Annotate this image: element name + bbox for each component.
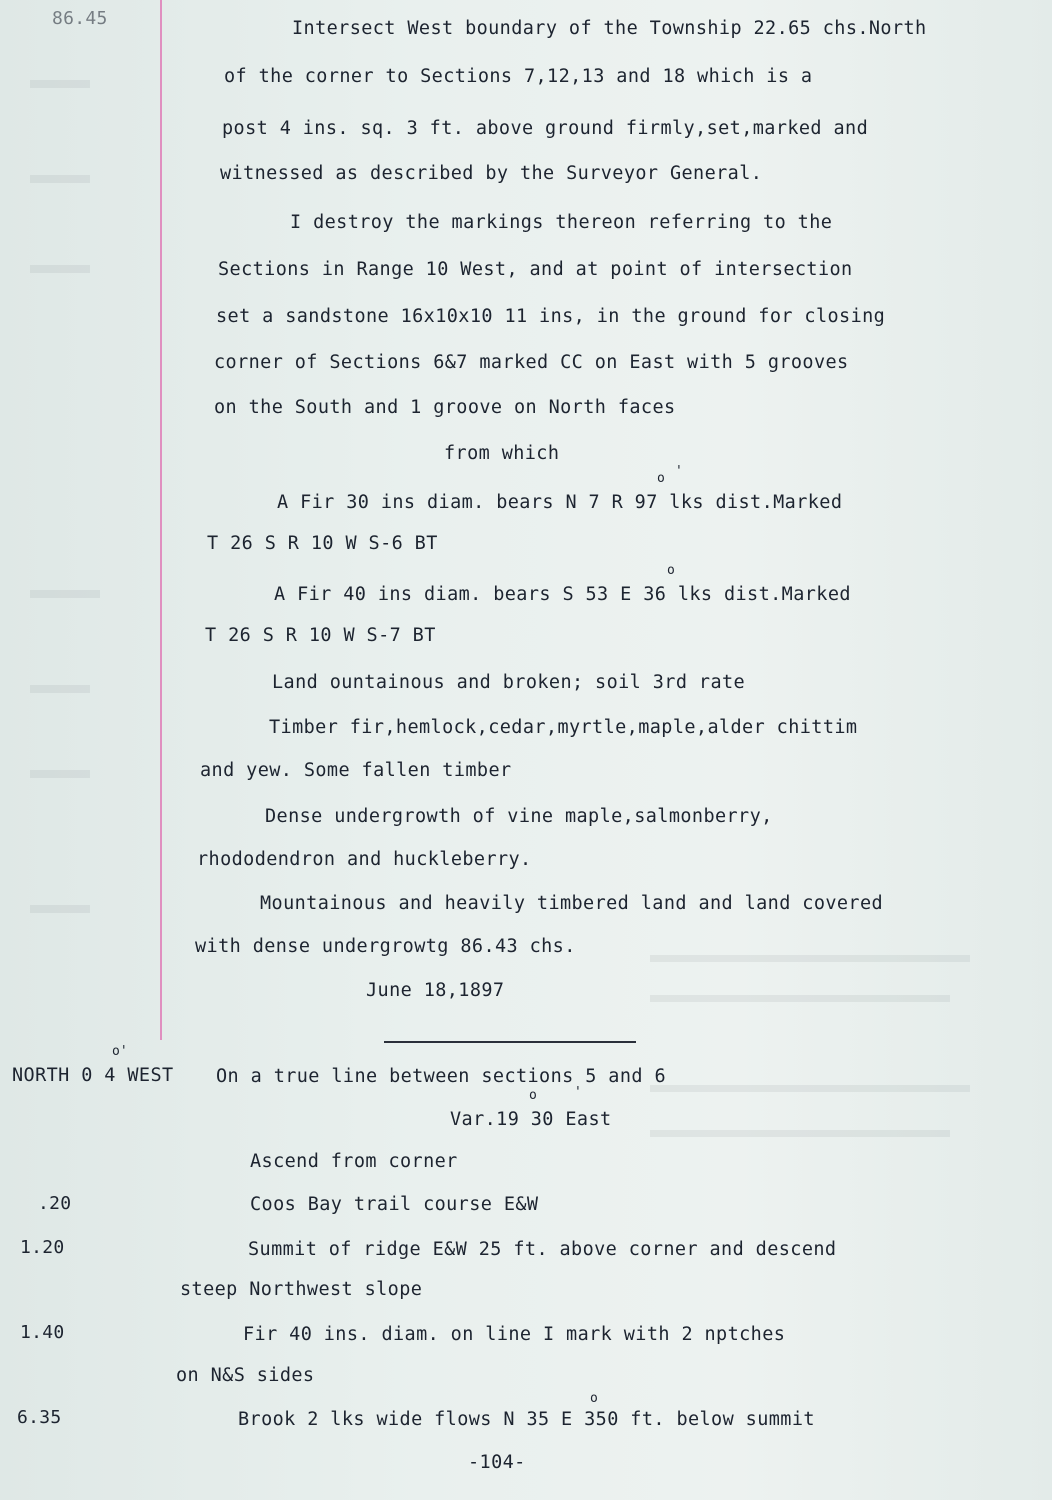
- entry-text: steep Northwest slope: [180, 1279, 423, 1300]
- entry-text: Brook 2 lks wide flows N 35 E 350 ft. below summit: [238, 1409, 815, 1430]
- margin-distance: 86.45: [52, 8, 108, 29]
- entry-distance: 1.40: [20, 1322, 65, 1343]
- section-divider: [384, 1041, 636, 1043]
- variation: Var.19 30 East: [450, 1109, 612, 1130]
- entry-distance: 6.35: [17, 1407, 62, 1428]
- text-line: Intersect West boundary of the Township 22.65 chs.North: [292, 18, 927, 39]
- text-line: Sections in Range 10 West, and at point of intersection: [218, 259, 853, 280]
- text-line: set a sandstone 16x10x10 11 ins, in the ground for closing: [216, 306, 886, 327]
- minute-mark: ': [675, 464, 683, 479]
- text-line: corner of Sections 6&7 marked CC on East with 5 grooves: [214, 352, 849, 373]
- entry-text: Summit of ridge E&W 25 ft. above corner and descend: [248, 1239, 837, 1260]
- entry-distance: 1.20: [20, 1237, 65, 1258]
- text-line: and yew. Some fallen timber: [200, 760, 512, 781]
- page-number: -104-: [468, 1452, 526, 1473]
- date: June 18,1897: [366, 980, 505, 1001]
- degree-mark: o': [112, 1044, 128, 1059]
- line-heading-text: On a true line between sections 5 and 6: [216, 1066, 666, 1087]
- text-line: of the corner to Sections 7,12,13 and 18 which is a: [224, 66, 813, 87]
- line-heading-label: NORTH 0 4 WEST: [12, 1065, 174, 1086]
- entry-distance: .20: [38, 1193, 72, 1214]
- text-line: A Fir 30 ins diam. bears N 7 R 97 lks dist.Marked: [277, 492, 843, 513]
- minute-mark: ': [574, 1085, 582, 1100]
- text-line: with dense undergrowtg 86.43 chs.: [195, 936, 576, 957]
- text-line: Land ountainous and broken; soil 3rd rate: [272, 672, 746, 693]
- degree-mark: o: [667, 563, 675, 578]
- text-line: witnessed as described by the Surveyor General.: [220, 163, 763, 184]
- text-line: post 4 ins. sq. 3 ft. above ground firmly,set,marked and: [222, 118, 869, 139]
- text-line: Timber fir,hemlock,cedar,myrtle,maple,alder chittim: [269, 717, 858, 738]
- text-line: T 26 S R 10 W S-7 BT: [205, 625, 436, 646]
- margin-rule: [160, 0, 162, 1040]
- degree-mark: o: [590, 1391, 598, 1406]
- text-line: I destroy the markings thereon referring to the: [290, 212, 833, 233]
- entry-text: on N&S sides: [176, 1365, 315, 1386]
- text-line: from which: [444, 443, 560, 464]
- text-line: on the South and 1 groove on North faces: [214, 397, 676, 418]
- degree-mark: o: [657, 471, 665, 486]
- degree-mark: o: [529, 1088, 537, 1103]
- text-line: rhododendron and huckleberry.: [197, 849, 532, 870]
- text-line: Ascend from corner: [250, 1151, 458, 1172]
- text-line: A Fir 40 ins diam. bears S 53 E 36 lks dist.Marked: [274, 584, 851, 605]
- text-line: T 26 S R 10 W S-6 BT: [207, 533, 438, 554]
- text-line: Dense undergrowth of vine maple,salmonberry,: [265, 806, 773, 827]
- entry-text: Fir 40 ins. diam. on line I mark with 2 nptches: [243, 1324, 786, 1345]
- entry-text: Coos Bay trail course E&W: [250, 1194, 539, 1215]
- text-line: Mountainous and heavily timbered land and land covered: [260, 893, 884, 914]
